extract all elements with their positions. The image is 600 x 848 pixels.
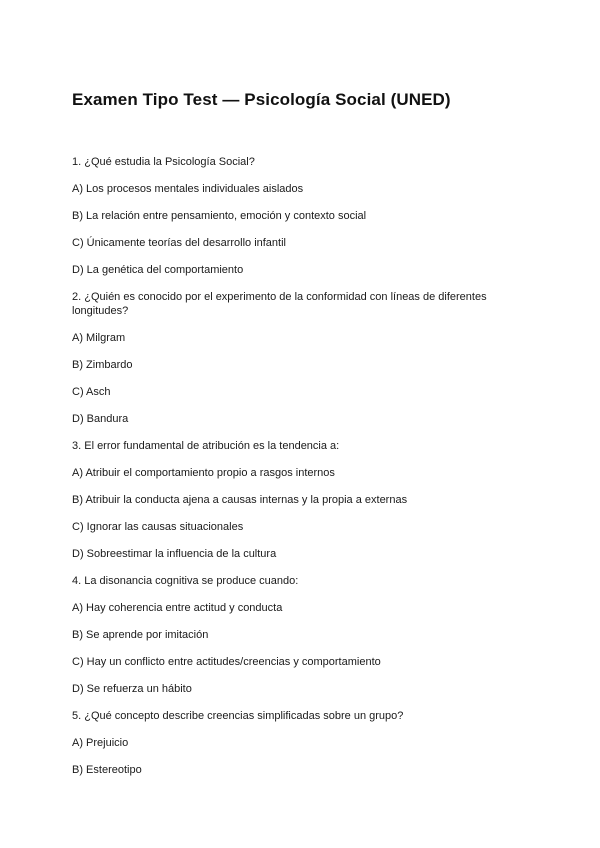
question-2-text: 2. ¿Quién es conocido por el experimento de la conformidad con líneas de diferentes longitudes?: [72, 291, 487, 317]
question-1-option-b: B) La relación entre pensamiento, emoción y contexto social: [72, 210, 367, 222]
question-1-text: 1. ¿Qué estudia la Psicología Social?: [72, 156, 255, 168]
question-4-option-c: C) Hay un conflicto entre actitudes/creencias y comportamiento: [72, 656, 381, 668]
question-3-option-b: B) Atribuir la conducta ajena a causas internas y la propia a externas: [72, 494, 408, 506]
question-4-option-b: B) Se aprende por imitación: [72, 629, 209, 641]
question-3-option-d: D) Sobreestimar la influencia de la cultura: [72, 548, 277, 560]
question-1-option-a: A) Los procesos mentales individuales aislados: [72, 183, 304, 195]
question-list: [72, 155, 532, 790]
question-2-option-b: B) Zimbardo: [72, 359, 133, 371]
question-2-option-c: C) Asch: [72, 386, 111, 398]
question-3-option-a: A) Atribuir el comportamiento propio a rasgos internos: [72, 467, 335, 479]
document-title: Examen Tipo Test — Psicología Social (UNED): [72, 90, 451, 109]
question-2-option-d: D) Bandura: [72, 413, 129, 425]
question-5-option-a: A) Prejuicio: [72, 737, 129, 749]
question-2-option-a: A) Milgram: [72, 332, 126, 344]
question-5-option-b: B) Estereotipo: [72, 764, 142, 776]
question-1-option-c: C) Únicamente teorías del desarrollo infantil: [72, 237, 286, 249]
question-1-option-d: D) La genética del comportamiento: [72, 264, 244, 276]
question-5-text: 5. ¿Qué concepto describe creencias simplificadas sobre un grupo?: [72, 710, 404, 722]
question-4-text: 4. La disonancia cognitiva se produce cuando:: [72, 575, 299, 587]
question-4-option-d: D) Se refuerza un hábito: [72, 683, 192, 695]
question-3-option-c: C) Ignorar las causas situacionales: [72, 521, 244, 533]
question-3-text: 3. El error fundamental de atribución es la tendencia a:: [72, 440, 340, 452]
question-4-option-a: A) Hay coherencia entre actitud y conducta: [72, 602, 283, 614]
